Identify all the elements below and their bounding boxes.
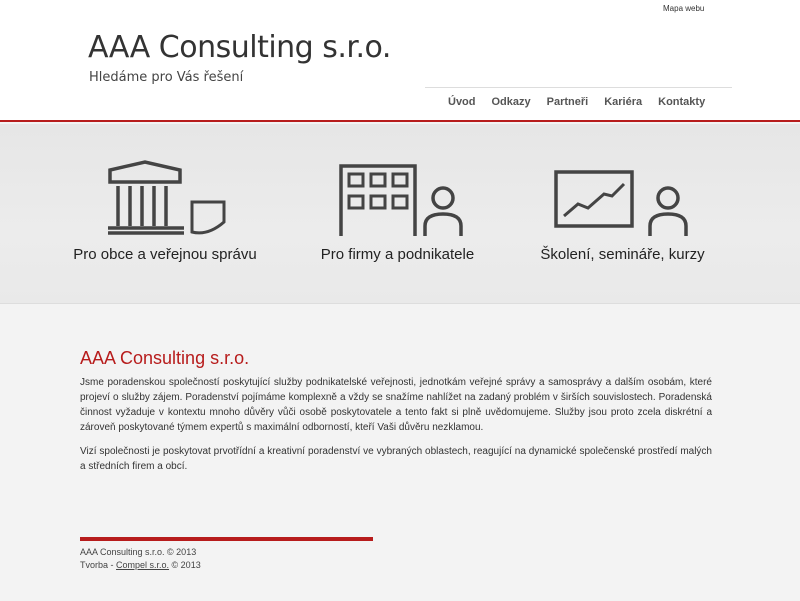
main-content [80,348,712,483]
footer-copyright: AAA Consulting s.r.o. © 2013 [80,547,197,557]
government-building-icon [100,156,230,236]
office-building-person-icon [333,156,463,236]
site-title[interactable]: AAA Consulting s.r.o. [88,30,391,65]
footer-divider [80,537,373,541]
site-footer [80,546,201,572]
vision-paragraph: Vizí společnosti je poskytovat prvotřídní a kreativní poradenství ve vybraných oblastech, reagující na dynamické společenské prostředí malých a středních firem a obcí. [80,446,712,472]
sitemap-link[interactable]: Mapa webu [663,4,705,13]
service-companies[interactable] [305,156,490,263]
footer-credit-link[interactable]: Compel s.r.o. [116,560,170,570]
site-tagline: Hledáme pro Vás řešení [89,70,244,85]
service-label: Školení, semináře, kurzy [540,246,705,263]
intro-paragraph: Jsme poradenskou společností poskytující služby podnikatelské veřejnosti, jednotkám veřejné správy a samosprávy a dalším osobám, které projeví o služby zájem. Poradenství pojímáme komplexně a vždy se snažíme nahlížet na zadaný problém v širších souvislostech. Poradenská činnost vyžaduje v kontextu mnoho důvěry vůči osobě poskytovatele a tento fakt si plně uvědomujeme. Služby jsou proto zcela diskrétní a zároveň poskytované týmem expertů s maximální odborností, kteří Vaši důvěru nezklamou. [80,377,712,433]
nav-item-odkazy[interactable]: Odkazy [491,96,531,108]
services-banner [0,124,800,304]
footer-credit [80,559,201,572]
site-header [0,0,800,122]
footer-credit-prefix: Tvorba - [80,560,117,570]
nav-item-kariera[interactable]: Kariéra [604,96,643,108]
presentation-chart-person-icon [548,156,698,236]
nav-item-partneri[interactable]: Partneři [546,96,589,108]
content-heading: AAA Consulting s.r.o. [80,348,250,368]
footer-credit-suffix: © 2013 [169,560,201,570]
service-training[interactable] [530,156,715,263]
service-public-sector[interactable] [60,156,270,263]
service-label: Pro obce a veřejnou správu [73,246,257,263]
service-label: Pro firmy a podnikatele [320,246,475,263]
main-nav [440,96,713,108]
nav-item-kontakty[interactable]: Kontakty [658,96,706,108]
nav-item-uvod[interactable]: Úvod [448,96,476,108]
nav-divider [425,87,732,88]
